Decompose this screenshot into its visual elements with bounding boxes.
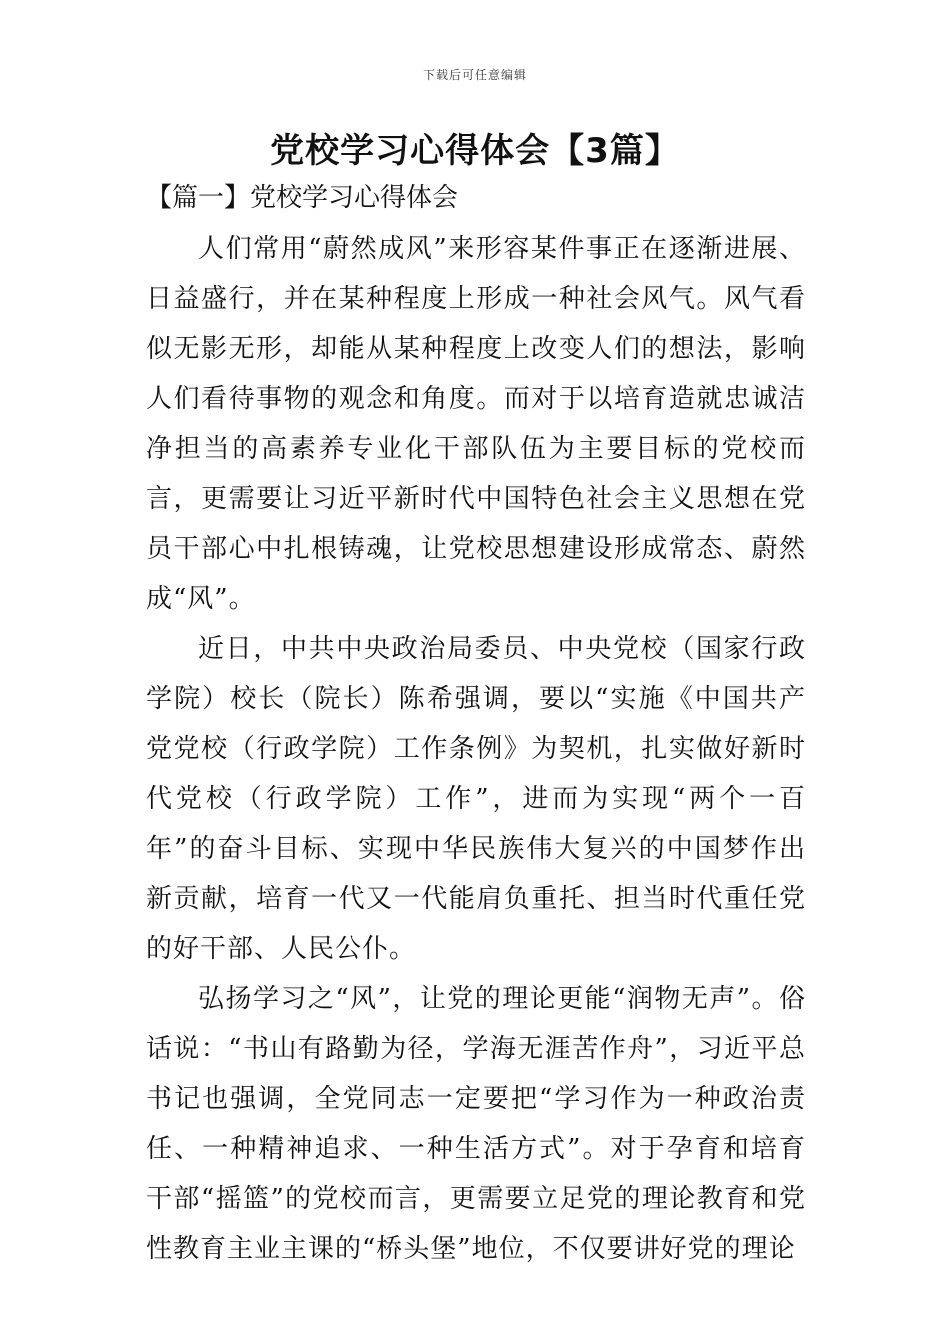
document-title: 党校学习心得体会【3篇】 (270, 131, 680, 171)
paragraph-2: 近日，中共中央政治局委员、中央党校（国家行政学院）校长（院长）陈希强调，要以“实施《中国共产党党校（行政学院）工作条例》为契机，扎实做好新时代党校（行政学院）工作”，进而为实现“两个一百年”的奋斗目标、实现中华民族伟大复兴的中国梦作出新贡献，培育一代又一代能肩负重托、担当时代重任党的好干部、人民公仆。 (146, 634, 806, 964)
paragraph-1: 人们常用“蔚然成风”来形容某件事正在逐渐进展、日益盛行，并在某种程度上形成一种社会风气。风气看似无影无形，却能从某种程度上改变人们的想法，影响人们看待事物的观念和角度。而对于以培育造就忠诚洁净担当的高素养专业化干部队伍为主要目标的党校而言，更需要让习近平新时代中国特色社会主义思想在党员干部心中扎根铸魂，让党校思想建设形成常态、蔚然成“风”。 (146, 234, 806, 614)
paragraph-3: 弘扬学习之“风”，让党的理论更能“润物无声”。俗话说：“书山有路勤为径，学海无涯苦作舟”，习近平总书记也强调，全党同志一定要把“学习作为一种政治责任、一种精神追求、一种生活方式”。对于孕育和培育干部“摇篮”的党校而言，更需要立足党的理论教育和党性教育主业主课的“桥头堡”地位，不仅要讲好党的理论 (146, 984, 806, 1264)
section-heading: 【篇一】党校学习心得体会 (146, 183, 459, 213)
header-note: 下载后可任意编辑 (422, 68, 527, 82)
document-body (146, 224, 806, 1274)
